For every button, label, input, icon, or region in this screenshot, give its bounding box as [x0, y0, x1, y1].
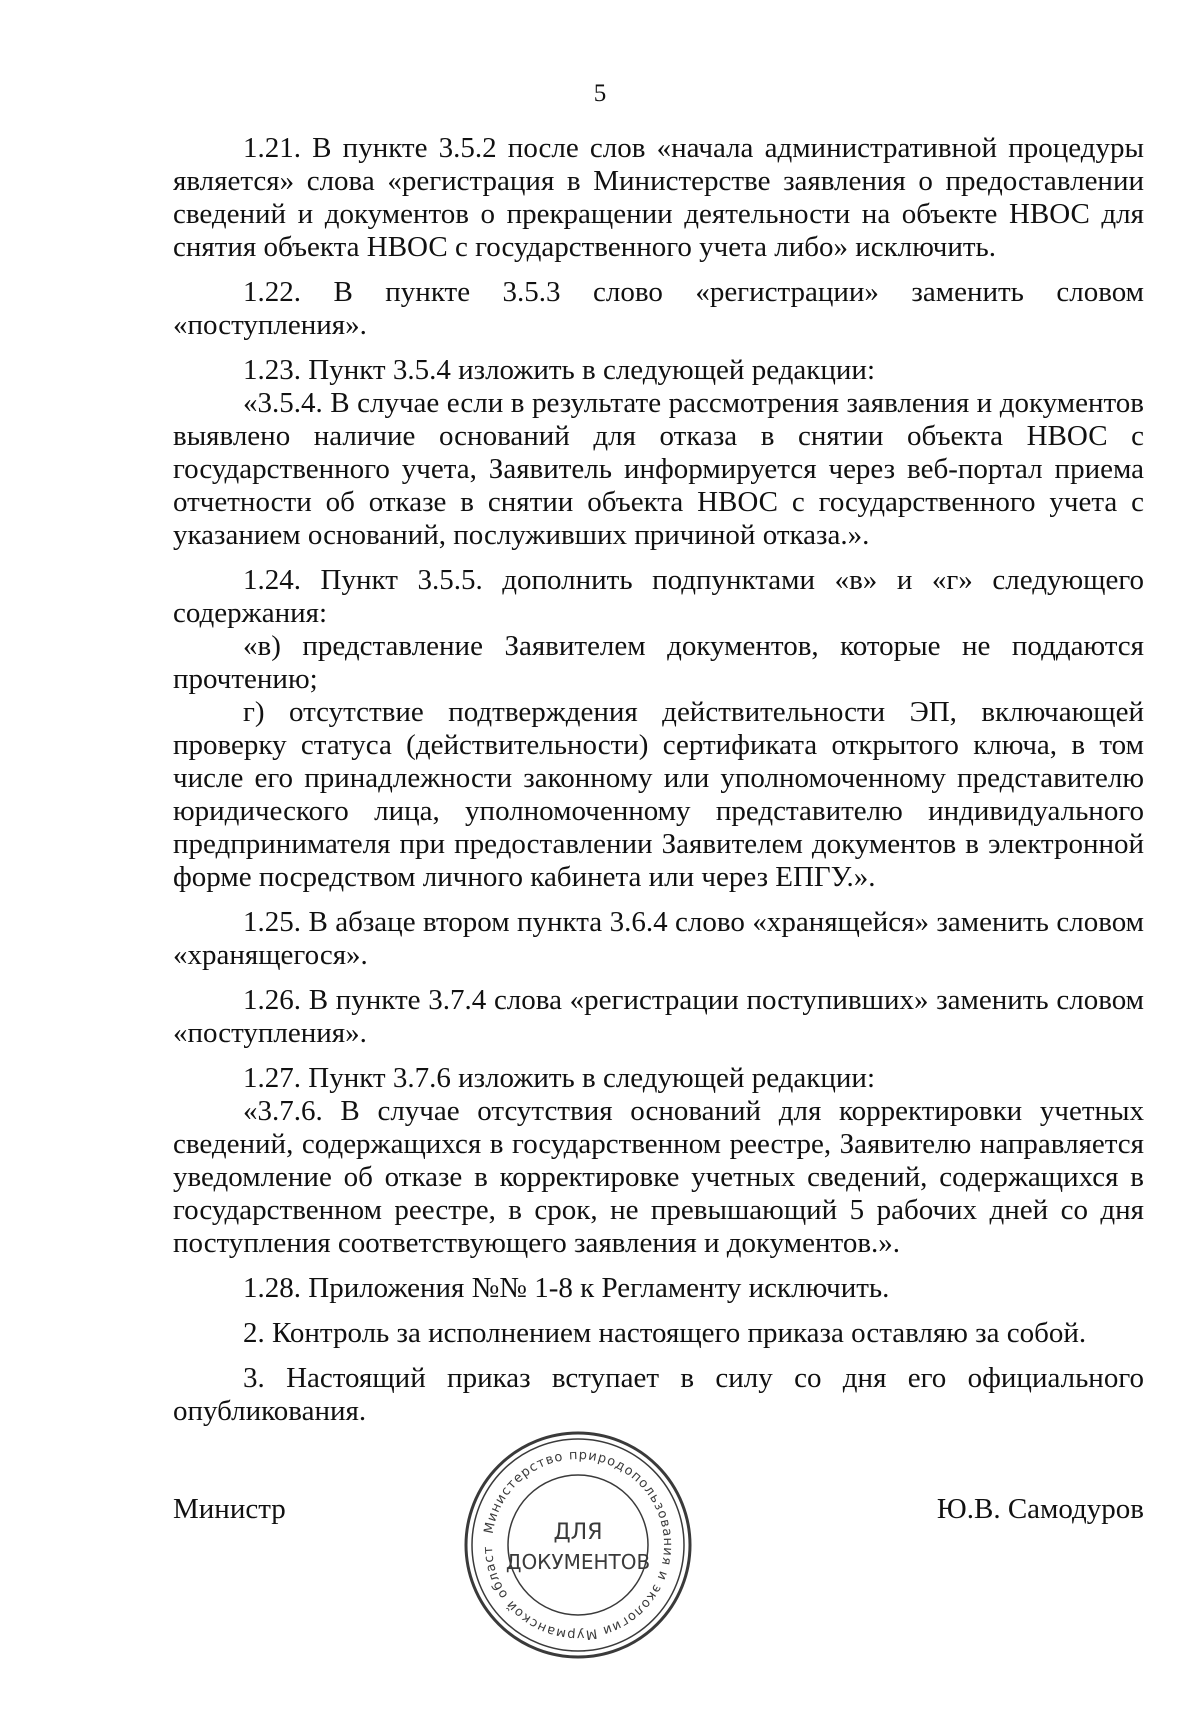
paragraph-1-21: 1.21. В пункте 3.5.2 после слов «начала административной процедуры является» слова «регистрация в Министерстве заявления о предоставлении сведений и документов о прекращении деятельности на объекте НВОС для снятия объекта НВОС с государственного учета либо» исключить.: [173, 132, 1144, 263]
paragraph-2: 2. Контроль за исполнением настоящего приказа оставляю за собой.: [243, 1317, 1087, 1349]
paragraph-1-28: 1.28. Приложения №№ 1-8 к Регламенту исключить.: [243, 1272, 890, 1304]
document-body: [173, 132, 1144, 1428]
stamp-seal-icon: [462, 1429, 694, 1661]
paragraph-subitem-g: г) отсутствие подтверждения действительности ЭП, включающей проверку статуса (действительности) сертификата открытого ключа, в том числе его принадлежности законному или уполномоченному представителю юридического лица, уполномоченному представителю индивидуального предпринимателя при предоставлении Заявителем документов в электронной форме посредством личного кабинета или через ЕПГУ.».: [173, 696, 1144, 893]
paragraph-1-25: 1.25. В абзаце втором пункта 3.6.4 слово «хранящейся» заменить словом «хранящегося».: [173, 906, 1144, 971]
official-stamp: [462, 1429, 694, 1661]
paragraph-1-23: 1.23. Пункт 3.5.4 изложить в следующей редакции:: [243, 354, 876, 386]
signatory-title: Министр: [173, 1493, 286, 1525]
paragraph-1-24: 1.24. Пункт 3.5.5. дополнить подпунктами «в» и «г» следующего содержания:: [173, 564, 1144, 629]
page-number: 5: [593, 80, 607, 107]
paragraph-3-5-4-text: «3.5.4. В случае если в результате рассмотрения заявления и документов выявлено наличие оснований для отказа в снятии объекта НВОС с государственного учета, Заявитель информируется через веб-портал приема отчетности об отказе в снятии объекта НВОС с государственного учета с указанием оснований, послуживших причиной отказа.».: [173, 387, 1144, 551]
signatory-name: Ю.В. Самодуров: [936, 1493, 1144, 1525]
stamp-center-line-1: ДЛЯ: [553, 1520, 603, 1545]
paragraph-3: 3. Настоящий приказ вступает в силу со дня его официального опубликования.: [173, 1362, 1144, 1427]
paragraph-1-27: 1.27. Пункт 3.7.6 изложить в следующей редакции:: [243, 1062, 876, 1094]
paragraph-1-22: 1.22. В пункте 3.5.3 слово «регистрации» заменить словом «поступления».: [173, 276, 1144, 341]
paragraph-1-26: 1.26. В пункте 3.7.4 слова «регистрации поступивших» заменить словом «поступления».: [173, 984, 1144, 1049]
stamp-center-line-2: ДОКУМЕНТОВ: [505, 1550, 651, 1574]
paragraph-3-7-6-text: «3.7.6. В случае отсутствия оснований для корректировки учетных сведений, содержащихся в государственном реестре, Заявителю направляется уведомление об отказе в корректировке учетных сведений, содержащихся в государственном реестре, в срок, не превышающий 5 рабочих дней со дня поступления соответствующего заявления и документов.».: [173, 1095, 1144, 1259]
stamp-ring-text: Министерство природопользования и экологии Мурманской област: [480, 1447, 676, 1643]
paragraph-subitem-v: «в) представление Заявителем документов, которые не поддаются прочтению;: [173, 630, 1144, 695]
